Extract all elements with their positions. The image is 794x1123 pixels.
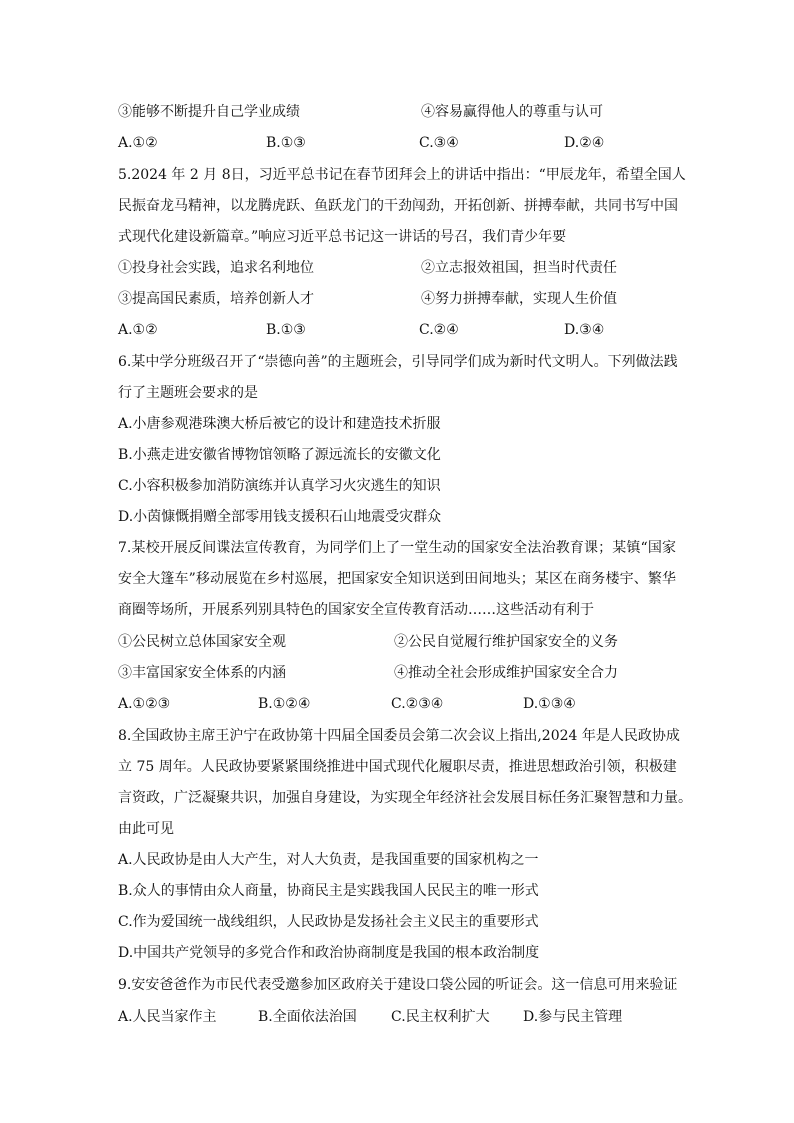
q7-choice-b: B.①②④ [258, 696, 311, 712]
q5-option-3: ③提高国民素质，培养创新人才 [118, 291, 314, 307]
q5-choice-b: B.①③ [266, 322, 306, 338]
q4-choice-d: D.②④ [564, 135, 605, 151]
q9-stem-line-1: 9.安安爸爸作为市民代表受邀参加区政府关于建设口袋公园的听证会。这一信息可用来验证 [118, 977, 678, 993]
q5-choice-c: C.②④ [419, 322, 459, 338]
q6-choice-c: C.小容积极参加消防演练并认真学习火灾逃生的知识 [118, 478, 441, 494]
q5-option-4: ④努力拼搏奉献，实现人生价值 [421, 291, 617, 307]
q9-choice-b: B.全面依法治国 [258, 1009, 357, 1025]
q5-choice-d: D.③④ [564, 322, 605, 338]
q5-option-1: ①投身社会实践，追求名利地位 [118, 260, 314, 276]
q4-choice-a: A.①② [118, 135, 158, 151]
q6-stem-line-2: 行了主题班会要求的是 [118, 385, 258, 401]
q8-stem-line-3: 言资政，广泛凝聚共识，加强自身建设，为实现全年经济社会发展目标任务汇聚智慧和力量。 [118, 790, 692, 806]
q8-choice-d: D.中国共产党领导的多党合作和政治协商制度是我国的根本政治制度 [118, 945, 540, 961]
q7-option-4: ④推动全社会形成维护国家安全合力 [394, 665, 618, 681]
q6-choice-a: A.小唐参观港珠澳大桥后被它的设计和建造技术折服 [118, 416, 441, 432]
q8-stem-line-4: 由此可见 [118, 821, 174, 837]
q7-stem-line-2: 安全大篷车”移动展览在乡村巡展，把国家安全知识送到田间地头；某区在商务楼宇、繁华 [118, 571, 676, 587]
q7-option-3: ③丰富国家安全体系的内涵 [118, 665, 286, 681]
q5-stem-line-2: 民振奋龙马精神，以龙腾虎跃、鱼跃龙门的干劲闯劲，开拓创新、拼搏奉献，共同书写中国 [118, 198, 678, 214]
q4-choice-c: C.③④ [419, 135, 459, 151]
q7-choice-a: A.①②③ [118, 696, 171, 712]
q4-option-3: ③能够不断提升自己学业成绩 [118, 104, 300, 120]
q8-stem-line-1: 8.全国政协主席王沪宁在政协第十四届全国委员会第二次会议上指出,2024 年是人民政协成 [118, 728, 680, 744]
q8-choice-c: C.作为爱国统一战线组织，人民政协是发扬社会主义民主的重要形式 [118, 914, 539, 930]
q6-choice-d: D.小茵慷慨捐赠全部零用钱支援积石山地震受灾群众 [118, 509, 442, 525]
q5-option-2: ②立志报效祖国，担当时代责任 [421, 260, 617, 276]
q4-option-4: ④容易赢得他人的尊重与认可 [421, 104, 603, 120]
q6-choice-b: B.小燕走进安徽省博物馆领略了源远流长的安徽文化 [118, 447, 441, 463]
q7-choice-c: C.②③④ [391, 696, 444, 712]
q9-choice-c: C.民主权利扩大 [391, 1009, 490, 1025]
q7-option-2: ②公民自觉履行维护国家安全的义务 [394, 634, 618, 650]
q7-choice-d: D.①③④ [523, 696, 576, 712]
q8-choice-b: B.众人的事情由众人商量，协商民主是实践我国人民民主的唯一形式 [118, 883, 539, 899]
q8-stem-line-2: 立 75 周年。人民政协要紧紧围绕推进中国式现代化履职尽责，推进思想政治引领，积极建 [118, 759, 677, 775]
q7-stem-line-3: 商圈等场所，开展系列别具特色的国家安全宣传教育活动……这些活动有利于 [118, 602, 594, 618]
q8-choice-a: A.人民政协是由人大产生，对人大负责，是我国重要的国家机构之一 [118, 852, 539, 868]
q4-choice-b: B.①③ [266, 135, 306, 151]
q6-stem-line-1: 6.某中学分班级召开了“崇德向善”的主题班会，引导同学们成为新时代文明人。下列做法践 [118, 354, 678, 370]
q7-stem-line-1: 7.某校开展反间谍法宣传教育，为同学们上了一堂生动的国家安全法治教育课；某镇“国家 [118, 540, 676, 556]
q9-choice-d: D.参与民主管理 [523, 1009, 623, 1025]
q9-choice-a: A.人民当家作主 [118, 1009, 217, 1025]
q5-stem-line-3: 式现代化建设新篇章。”响应习近平总书记这一讲话的号召，我们青少年要 [118, 229, 567, 245]
q7-option-1: ①公民树立总体国家安全观 [118, 634, 286, 650]
q5-choice-a: A.①② [118, 322, 158, 338]
q5-stem-line-1: 5.2024 年 2 月 8日，习近平总书记在春节团拜会上的讲话中指出：“甲辰龙年，希望全国人 [118, 167, 686, 183]
